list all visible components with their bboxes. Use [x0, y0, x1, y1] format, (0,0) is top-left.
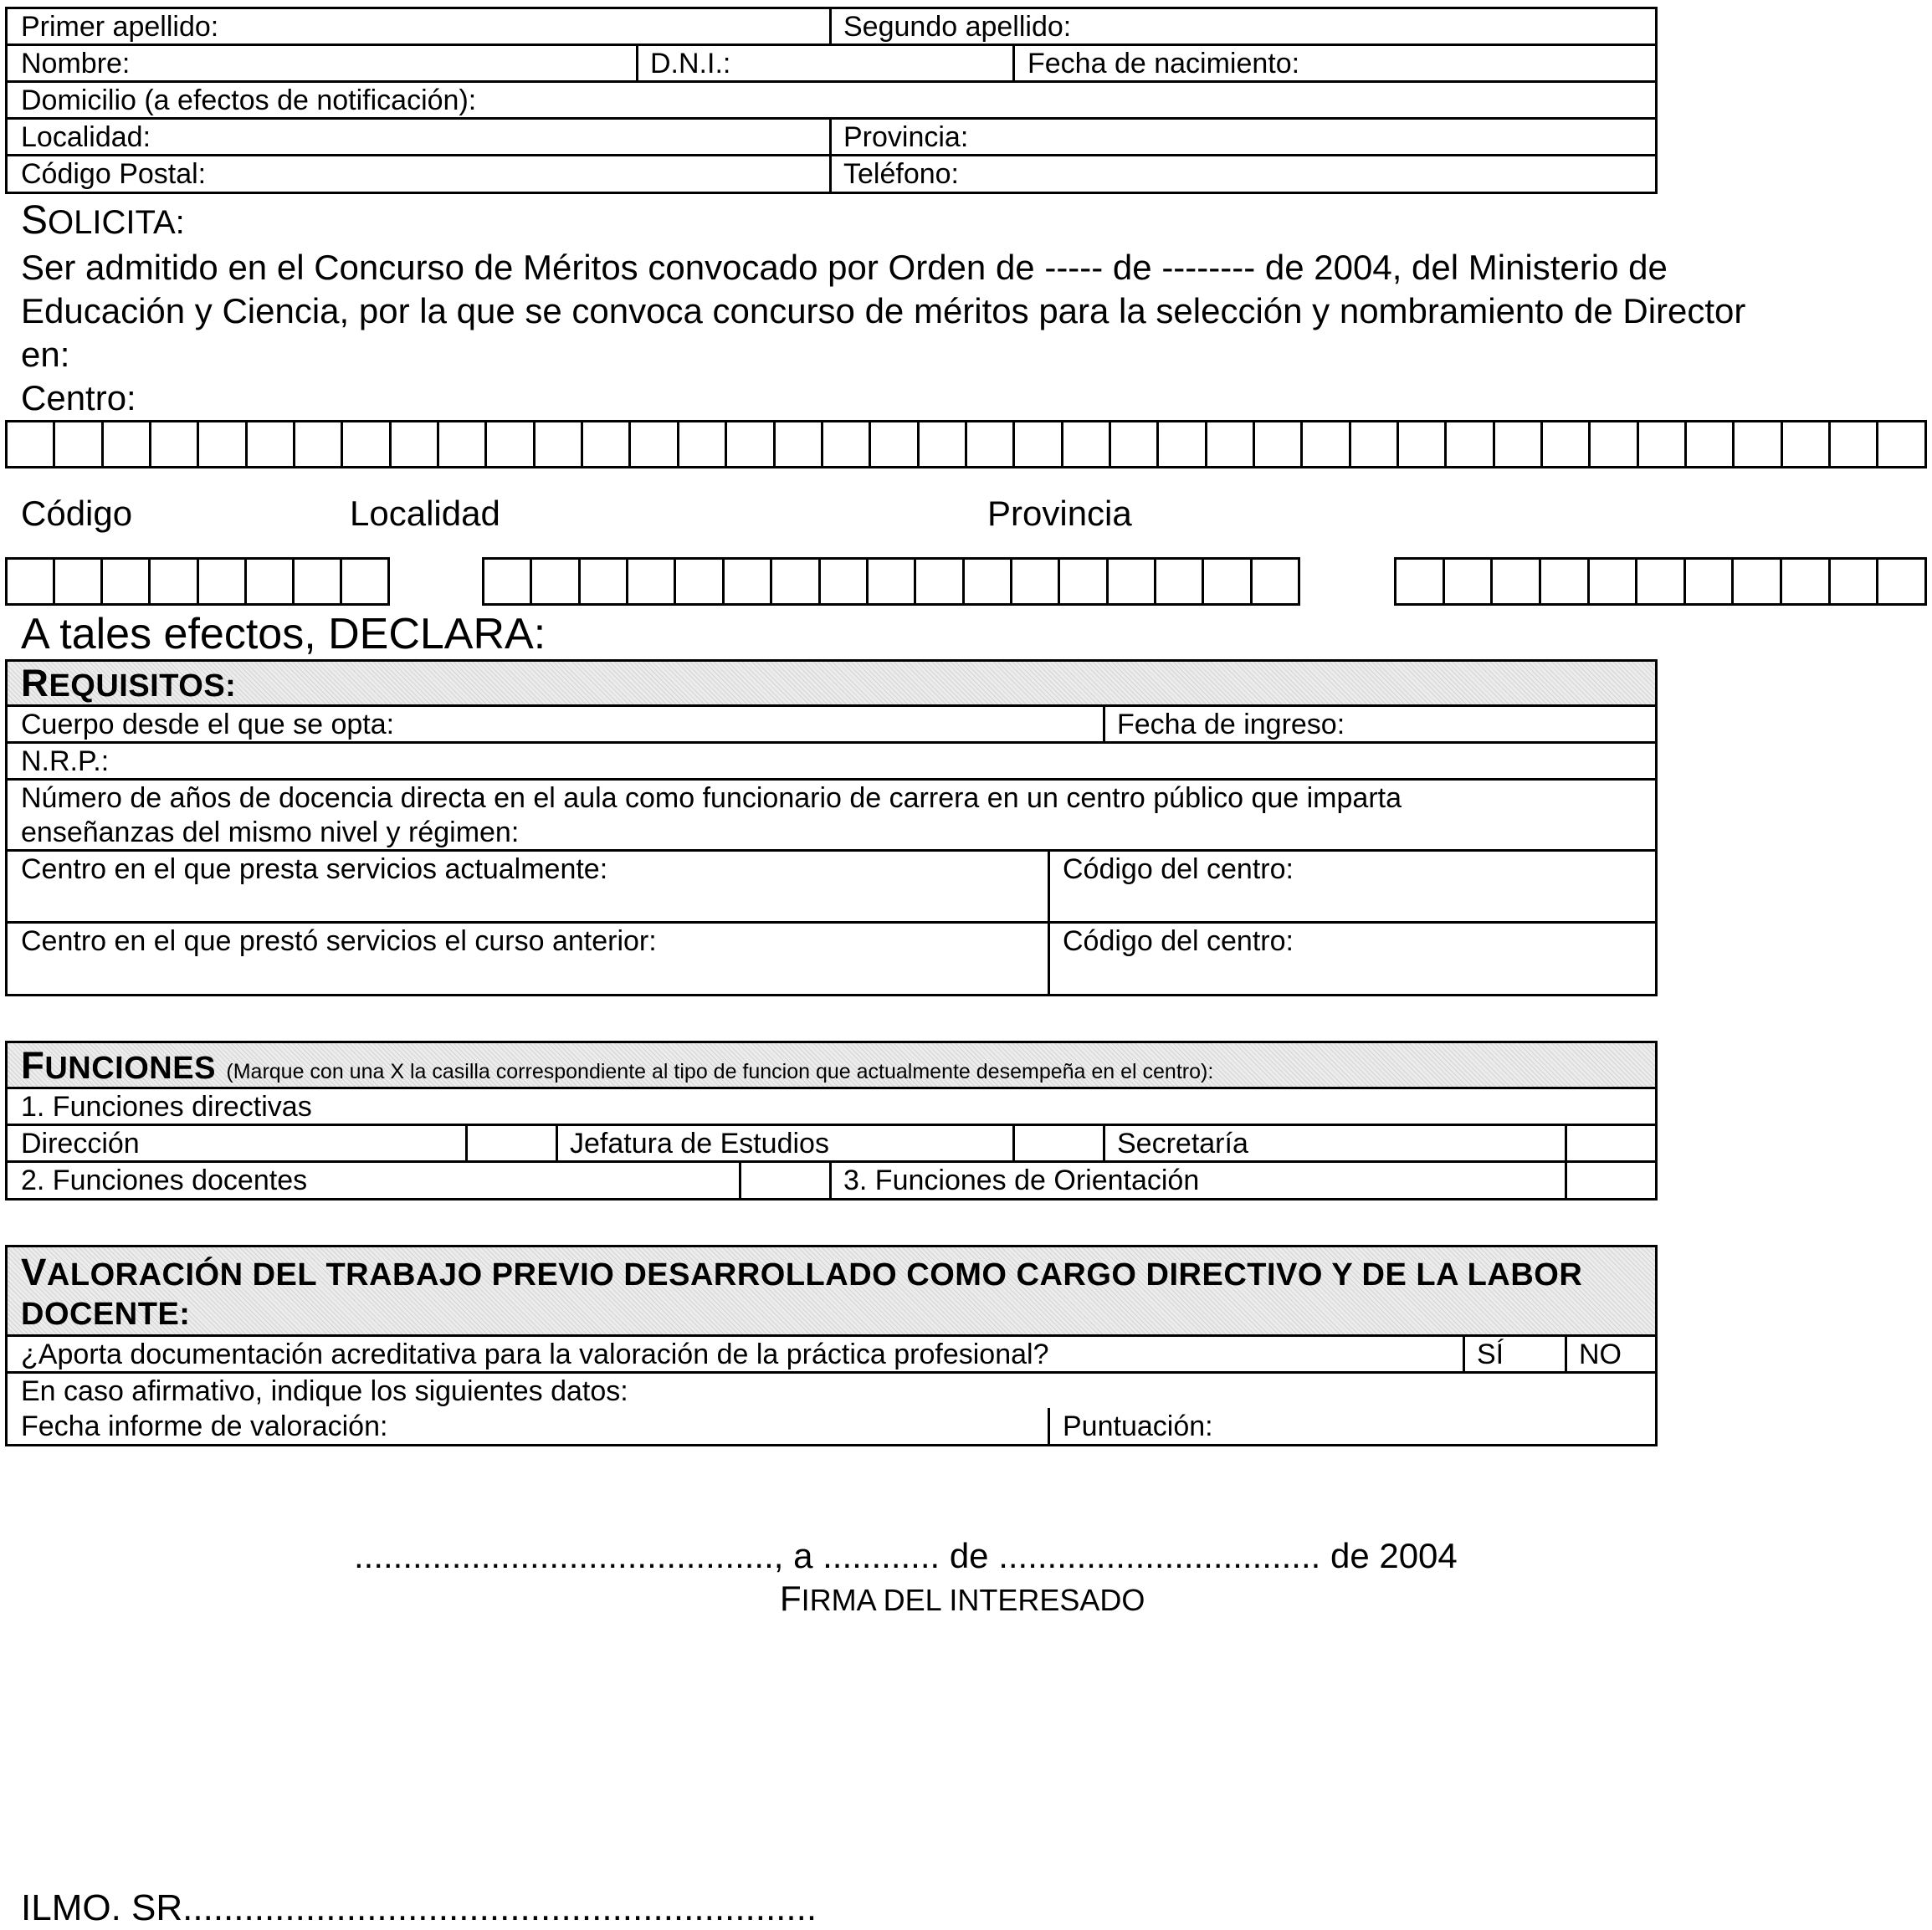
- jefatura-checkbox[interactable]: [1015, 1126, 1103, 1160]
- char-box[interactable]: [55, 420, 103, 468]
- char-box[interactable]: [823, 420, 871, 468]
- char-box[interactable]: [1831, 557, 1879, 606]
- si-option[interactable]: SÍ: [1477, 1339, 1504, 1370]
- segundo-apellido-label: Segundo apellido:: [843, 11, 1072, 43]
- char-box[interactable]: [536, 420, 583, 468]
- aporta-documentacion-question: ¿Aporta documentación acreditativa para la valoración de la práctica profesional?: [21, 1339, 1049, 1370]
- codigo-label: Código: [21, 494, 133, 533]
- char-box[interactable]: [439, 420, 487, 468]
- char-box[interactable]: [1543, 420, 1591, 468]
- char-box[interactable]: [1207, 420, 1255, 468]
- char-box[interactable]: [103, 557, 151, 606]
- codigo-centro-actual-label: Código del centro:: [1063, 853, 1294, 885]
- char-box[interactable]: [1396, 557, 1445, 606]
- char-box[interactable]: [581, 557, 628, 606]
- char-box[interactable]: [920, 420, 967, 468]
- char-box[interactable]: [8, 557, 55, 606]
- telefono-label: Teléfono:: [843, 158, 959, 190]
- char-box[interactable]: [1735, 420, 1782, 468]
- char-box[interactable]: [1156, 557, 1204, 606]
- char-box[interactable]: [1493, 557, 1541, 606]
- char-box[interactable]: [725, 557, 772, 606]
- char-box[interactable]: [8, 420, 55, 468]
- char-box[interactable]: [1012, 557, 1060, 606]
- jefatura-label: Jefatura de Estudios: [570, 1128, 829, 1160]
- codigo-postal-label: Código Postal:: [21, 158, 207, 190]
- char-box[interactable]: [583, 420, 631, 468]
- char-box[interactable]: [1591, 420, 1638, 468]
- char-box[interactable]: [967, 420, 1015, 468]
- direccion-checkbox[interactable]: [468, 1126, 556, 1160]
- char-box[interactable]: [676, 557, 724, 606]
- valoracion-heading-line-2: DOCENTE:: [21, 1297, 191, 1332]
- char-box[interactable]: [199, 557, 247, 606]
- char-box[interactable]: [343, 420, 391, 468]
- char-box[interactable]: [1495, 420, 1543, 468]
- anos-docencia-line-1: Número de años de docencia directa en el aula como funcionario de carrera en un centro público que imparta: [21, 782, 1402, 814]
- char-box[interactable]: [1878, 420, 1926, 468]
- domicilio-label: Domicilio (a efectos de notificación):: [21, 84, 477, 116]
- fecha-nacimiento-label: Fecha de nacimiento:: [1027, 48, 1300, 79]
- centro-actual-label: Centro en el que presta servicios actualmente:: [21, 853, 608, 885]
- char-box[interactable]: [631, 420, 679, 468]
- char-box[interactable]: [1590, 557, 1638, 606]
- char-box[interactable]: [1253, 557, 1300, 606]
- char-box[interactable]: [1111, 420, 1159, 468]
- provincia-label: Provincia:: [843, 121, 969, 153]
- codigo-char-boxes[interactable]: [5, 557, 390, 606]
- char-box[interactable]: [1204, 557, 1252, 606]
- localidad-label: Localidad:: [21, 121, 151, 153]
- char-box[interactable]: [1541, 557, 1590, 606]
- char-box[interactable]: [484, 557, 532, 606]
- provincia-box-label: Provincia: [987, 494, 1132, 533]
- char-box[interactable]: [1255, 420, 1303, 468]
- anos-docencia-line-2: enseñanzas del mismo nivel y régimen:: [21, 817, 520, 848]
- nrp-label: N.R.P.:: [21, 745, 110, 777]
- char-box[interactable]: [1687, 420, 1735, 468]
- char-box[interactable]: [151, 557, 198, 606]
- char-box[interactable]: [199, 420, 247, 468]
- char-box[interactable]: [1447, 420, 1494, 468]
- char-box[interactable]: [869, 557, 916, 606]
- char-box[interactable]: [1063, 420, 1111, 468]
- char-box[interactable]: [1831, 420, 1878, 468]
- char-box[interactable]: [1637, 557, 1686, 606]
- char-box[interactable]: [916, 557, 964, 606]
- char-box[interactable]: [1734, 557, 1782, 606]
- funciones-heading: FUNCIONES (Marque con una X la casilla correspondiente al tipo de funcion que actualmente desempeña en el centro):: [21, 1044, 1214, 1087]
- char-box[interactable]: [55, 557, 103, 606]
- char-box[interactable]: [1686, 557, 1735, 606]
- no-option[interactable]: NO: [1579, 1339, 1622, 1370]
- primer-apellido-label: Primer apellido:: [21, 11, 219, 43]
- char-box[interactable]: [1015, 420, 1063, 468]
- declara-heading: A tales efectos, DECLARA:: [21, 610, 546, 658]
- char-box[interactable]: [1060, 557, 1108, 606]
- char-box[interactable]: [104, 420, 151, 468]
- char-box[interactable]: [1878, 557, 1927, 606]
- dni-label: D.N.I.:: [650, 48, 731, 79]
- char-box[interactable]: [679, 420, 727, 468]
- requisitos-heading: REQUISITOS:: [21, 662, 237, 704]
- localidad-box-label: Localidad: [350, 494, 500, 533]
- char-box[interactable]: [248, 420, 295, 468]
- char-box[interactable]: [487, 420, 535, 468]
- char-box[interactable]: [628, 557, 676, 606]
- char-box[interactable]: [392, 420, 439, 468]
- funciones-note: (Marque con una X la casilla correspondiente al tipo de funcion que actualmente desempeña en el centro):: [226, 1060, 1214, 1083]
- solicita-text-line-2: Educación y Ciencia, por la que se convoca concurso de méritos para la selección y nombramiento de Director: [21, 291, 1746, 330]
- codigo-centro-anterior-label: Código del centro:: [1063, 925, 1294, 957]
- solicita-heading: SOLICITA:: [21, 198, 185, 243]
- char-box[interactable]: [1783, 420, 1831, 468]
- char-box[interactable]: [342, 557, 390, 606]
- date-line: ..........................................., a ............ de ................................. de 2004: [354, 1536, 1458, 1575]
- char-box[interactable]: [821, 557, 869, 606]
- char-box[interactable]: [151, 420, 199, 468]
- direccion-label: Dirección: [21, 1128, 140, 1160]
- char-box[interactable]: [871, 420, 919, 468]
- char-box[interactable]: [1445, 557, 1494, 606]
- char-box[interactable]: [295, 420, 343, 468]
- char-box[interactable]: [1639, 420, 1687, 468]
- char-box[interactable]: [1109, 557, 1156, 606]
- secretaria-label: Secretaría: [1117, 1128, 1248, 1160]
- char-box[interactable]: [247, 557, 295, 606]
- char-box[interactable]: [1159, 420, 1207, 468]
- docentes-checkbox[interactable]: [741, 1163, 829, 1198]
- secretaria-checkbox[interactable]: [1567, 1126, 1655, 1160]
- valoracion-heading-line-1: VALORACIÓN DEL TRABAJO PREVIO DESARROLLADO COMO CARGO DIRECTIVO Y DE LA LABOR: [21, 1251, 1583, 1293]
- firma-interesado-label: FIRMA DEL INTERESADO: [780, 1579, 1145, 1618]
- cuerpo-label: Cuerpo desde el que se opta:: [21, 709, 395, 740]
- centro-char-boxes[interactable]: [5, 420, 1927, 468]
- char-box[interactable]: [532, 557, 580, 606]
- char-box[interactable]: [1782, 557, 1831, 606]
- char-box[interactable]: [965, 557, 1012, 606]
- caso-afirmativo-label: En caso afirmativo, indique los siguientes datos:: [21, 1375, 628, 1407]
- char-box[interactable]: [1351, 420, 1399, 468]
- localidad-char-boxes[interactable]: [482, 557, 1300, 606]
- solicita-text-line-1: Ser admitido en el Concurso de Méritos convocado por Orden de ----- de -------- de 2004, del Ministerio de: [21, 248, 1668, 287]
- centro-label: Centro:: [21, 378, 136, 417]
- fecha-informe-label: Fecha informe de valoración:: [21, 1410, 388, 1442]
- nombre-label: Nombre:: [21, 48, 131, 79]
- char-box[interactable]: [776, 420, 823, 468]
- funciones-orientacion-label: 3. Funciones de Orientación: [843, 1165, 1200, 1196]
- char-box[interactable]: [727, 420, 775, 468]
- centro-anterior-label: Centro en el que prestó servicios el curso anterior:: [21, 925, 657, 957]
- funciones-docentes-label: 2. Funciones docentes: [21, 1165, 308, 1196]
- char-box[interactable]: [295, 557, 342, 606]
- char-box[interactable]: [772, 557, 820, 606]
- fecha-ingreso-label: Fecha de ingreso:: [1117, 709, 1345, 740]
- char-box[interactable]: [1303, 420, 1350, 468]
- ilmo-sr-line: ILMO. SR..............................................................: [21, 1887, 817, 1928]
- funciones-directivas-label: 1. Funciones directivas: [21, 1091, 312, 1123]
- provincia-char-boxes[interactable]: [1394, 557, 1927, 606]
- char-box[interactable]: [1399, 420, 1447, 468]
- puntuacion-label: Puntuación:: [1063, 1410, 1213, 1442]
- orientacion-checkbox[interactable]: [1567, 1163, 1655, 1198]
- solicita-text-line-3: en:: [21, 335, 70, 374]
